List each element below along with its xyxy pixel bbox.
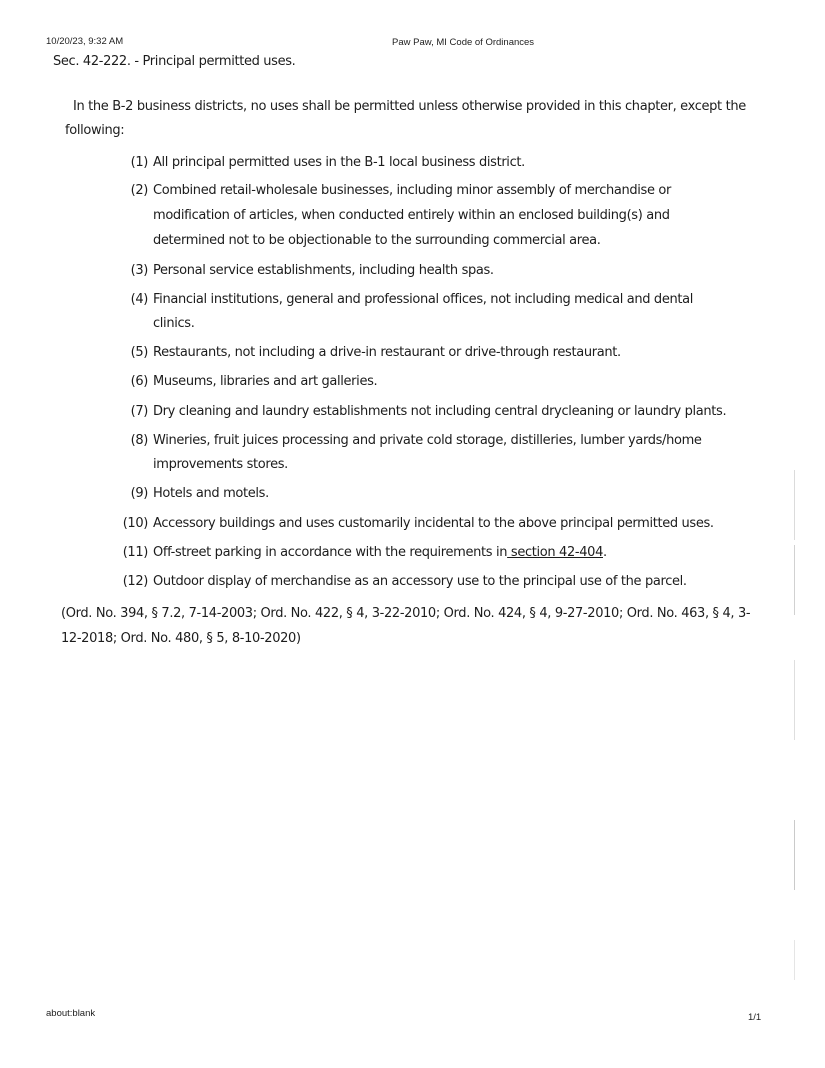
item-number: (5) [130,345,148,360]
item-text: Restaurants, not including a drive-in restaurant or drive-through restaurant. [153,345,621,360]
item-text: Wineries, fruit juices processing and private cold storage, distilleries, lumber yards/home [153,433,702,448]
print-footer-page-number: 1/1 [748,1012,762,1023]
item-text: Dry cleaning and laundry establishments not including central drycleaning or laundry plants. [153,404,727,419]
print-footer-url: about:blank [46,1008,96,1019]
section-title: Sec. 42-222. - Principal permitted uses. [53,54,296,69]
ordinance-history: (Ord. No. 394, § 7.2, 7-14-2003; Ord. No. 422, § 4, 3-22-2010; Ord. No. 424, § 4, 9-27-2010; Ord. No. 463, § 4, 3-12-2018; Ord. No. 480, § 5, 8-10-2020) [61,606,751,646]
item-number: (4) [130,292,148,307]
item-number: (6) [130,374,148,389]
scan-artifact [794,470,795,540]
item-number: (2) [130,183,148,198]
item-text-after-link: . [603,545,607,560]
item-text: Outdoor display of merchandise as an accessory use to the principal use of the parcel. [153,574,687,589]
scan-artifact [794,660,795,740]
item-number: (3) [130,263,148,278]
item-number: (10) [122,516,148,531]
item-text: determined not to be objectionable to the surrounding commercial area. [153,233,601,248]
scan-artifact [794,940,795,980]
item-number: (12) [122,574,148,589]
section-42-404-link[interactable]: section 42-404 [507,545,603,560]
item-number: (1) [130,155,148,170]
item-text: Financial institutions, general and professional offices, not including medical and dental [153,292,693,307]
print-header-datetime: 10/20/23, 9:32 AM [46,36,124,47]
item-text: Hotels and motels. [153,486,269,501]
item-text: modification of articles, when conducted entirely within an enclosed building(s) and [153,208,670,223]
print-header-title: Paw Paw, MI Code of Ordinances [392,37,535,48]
item-text: All principal permitted uses in the B-1 local business district. [153,155,525,170]
item-text: improvements stores. [153,457,288,472]
item-text: Combined retail-wholesale businesses, including minor assembly of merchandise or [153,183,672,198]
item-text: clinics. [153,316,195,331]
item-text: Accessory buildings and uses customarily incidental to the above principal permitted uses. [153,516,714,531]
item-text [153,540,607,565]
item-text: Personal service establishments, including health spas. [153,263,494,278]
scan-artifact [794,545,795,615]
item-number: (11) [122,545,148,560]
item-number: (7) [130,404,148,419]
section-intro: In the B-2 business districts, no uses shall be permitted unless otherwise provided in this chapter, except the following: [65,99,746,138]
scan-artifact [794,820,795,890]
item-number: (9) [130,486,148,501]
item-text-before-link: Off-street parking in accordance with the requirements in [153,545,508,560]
item-number: (8) [130,433,148,448]
item-text: Museums, libraries and art galleries. [153,374,378,389]
